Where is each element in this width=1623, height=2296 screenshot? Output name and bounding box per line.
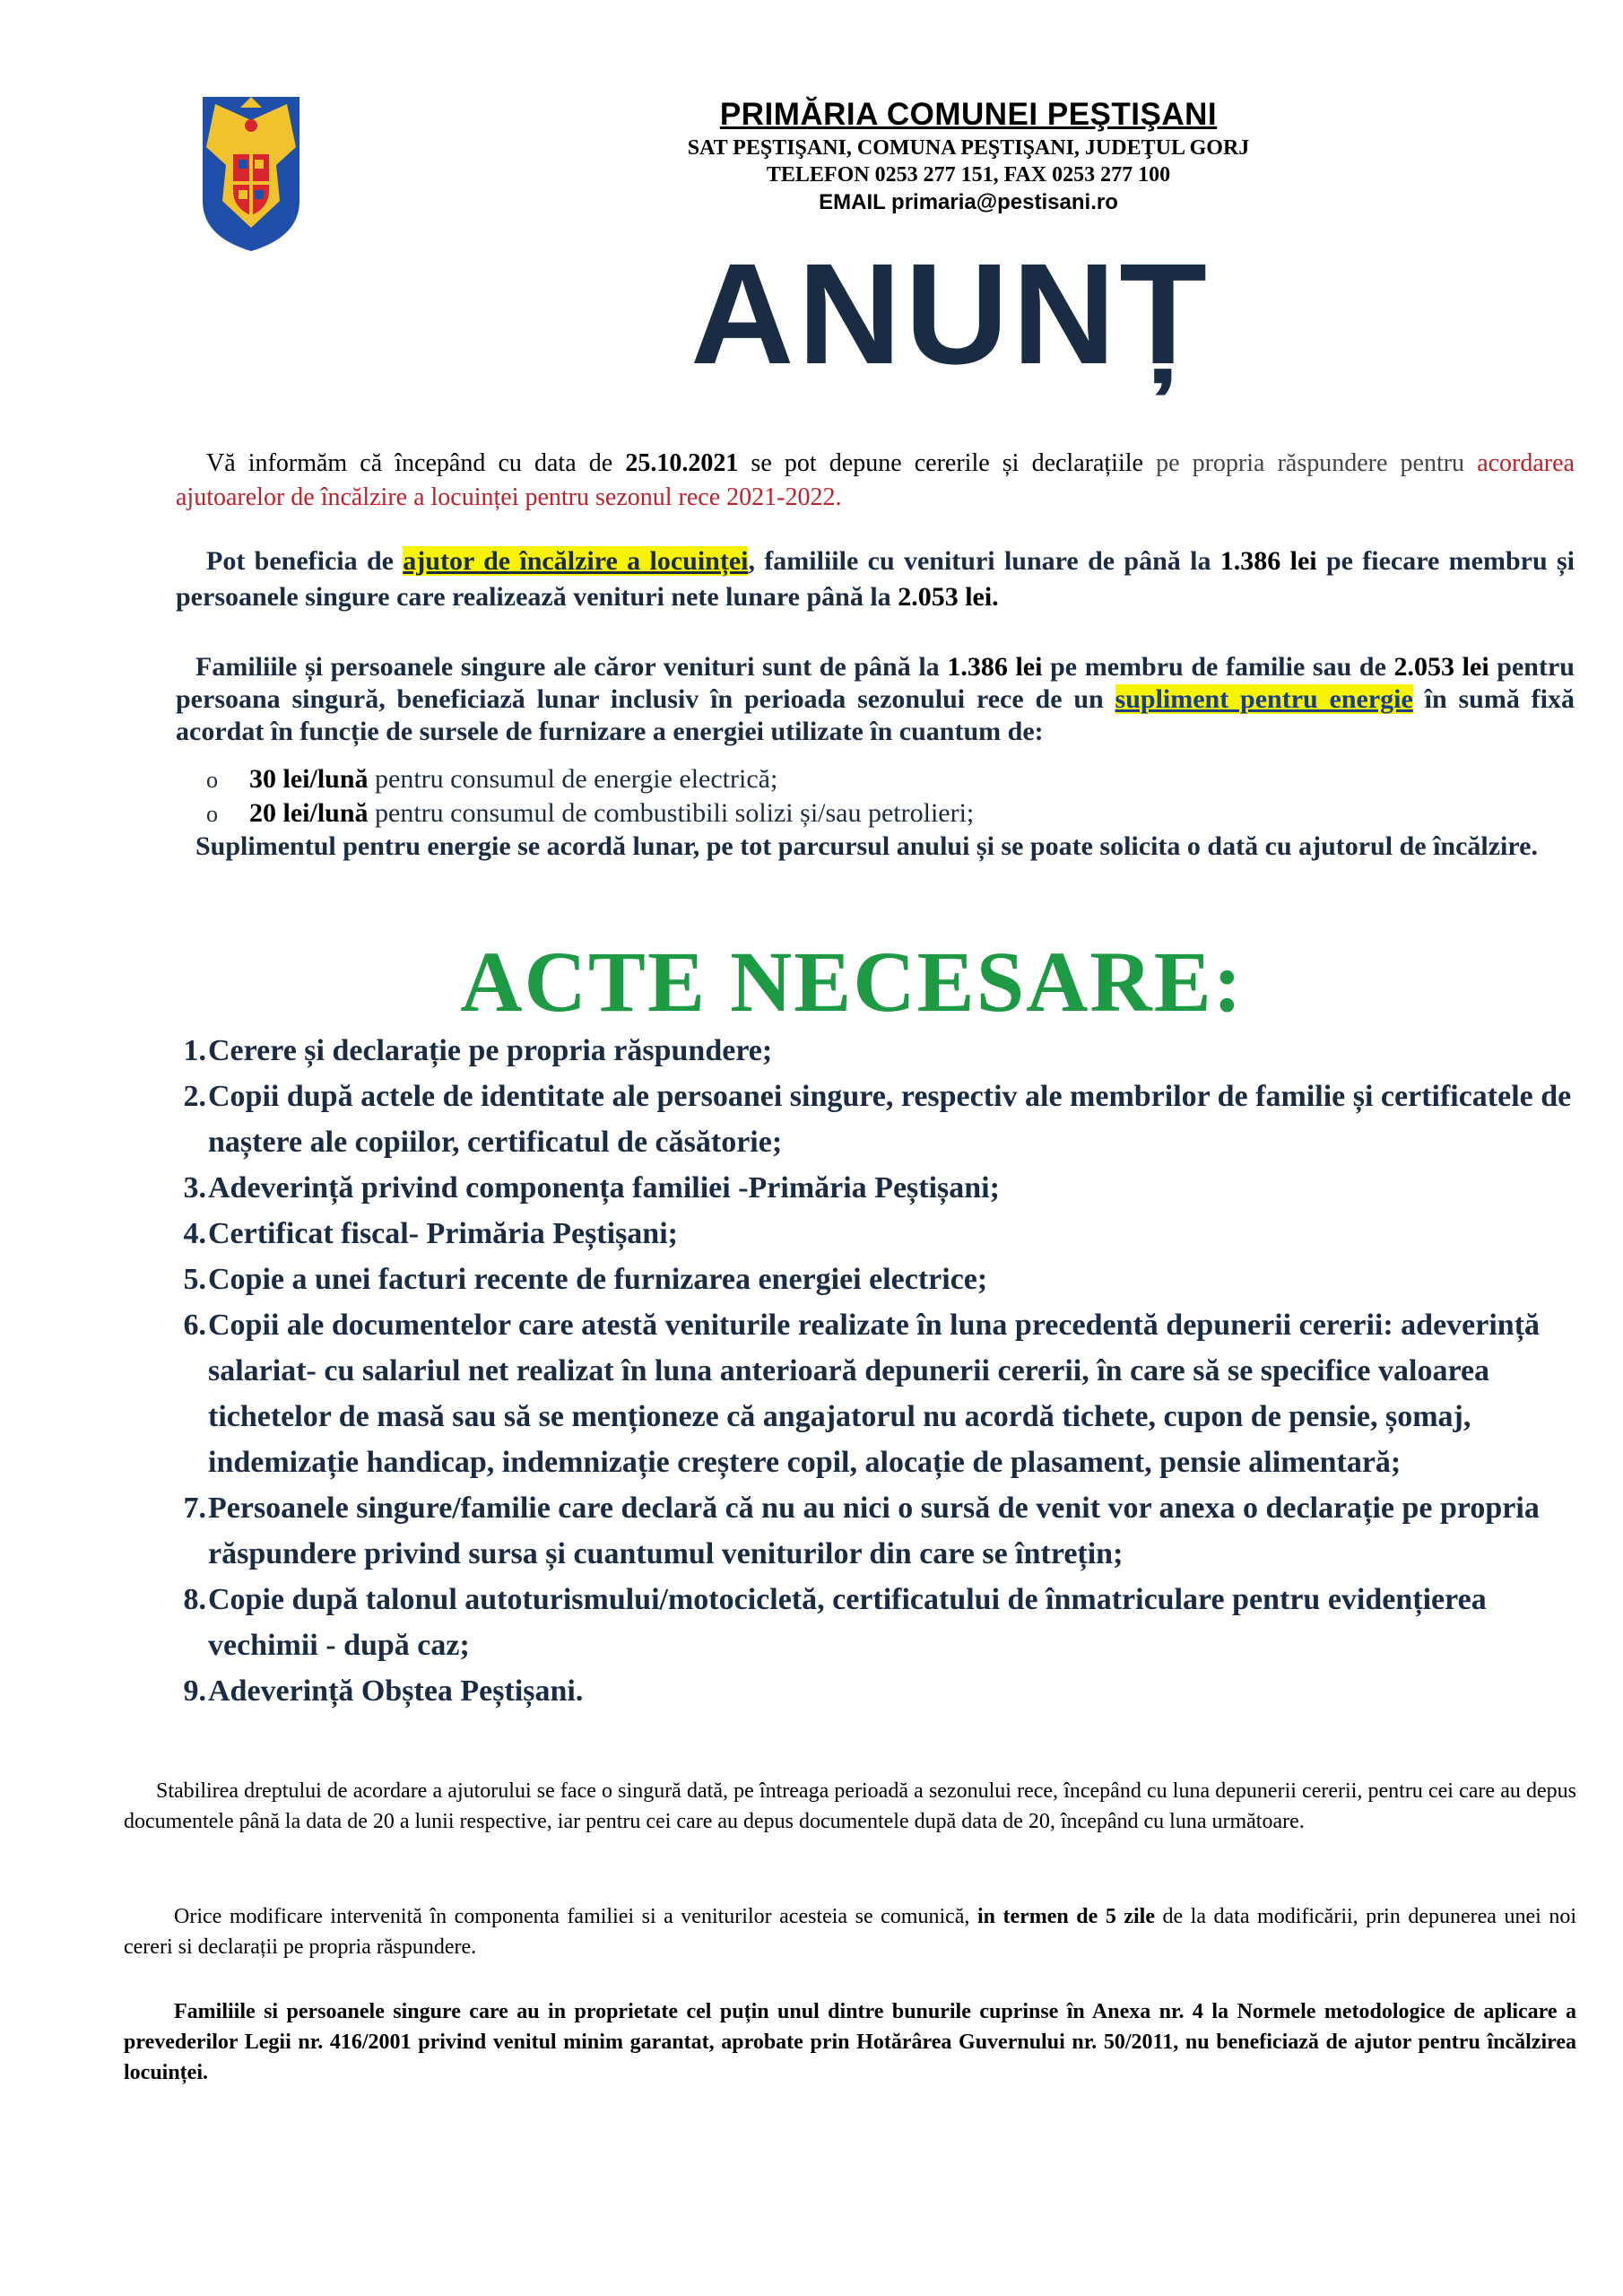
institution-phone: TELEFON 0253 277 151, FAX 0253 277 100 [766,163,1171,187]
list-item: 4. Certificat fiscal- Primăria Peștișani; [183,1217,678,1250]
list-item: 9. Adeverință Obștea Peștișani. [183,1674,584,1708]
supplement-note: Suplimentul pentru energie se acordă lunar, pe tot parcursul anului și se poate solicita o dată cu ajutorul de încălzire. [195,831,1538,861]
list-item: 6. Copii ale documentelor care atestă veniturile realizate în luna precedentă depunerii cererii: adeverință salariat- cu salariul net realizat în luna anterioară depunerii cererii, în care să se specifice valoarea tichetelor de masă sau să se menționeze că angajatorul nu acordă tichete, cupon de pensie, șomaj, indemizație handicap, indemnizație creștere copil, alocație de plasament, pensie alimentară; [183,1309,1541,1479]
changes-paragraph: Orice modificare intervenită în componenta familiei si a veniturilor acesteia se comunică, in termen de 5 zile de la data modificării, prin depunerea unei noi cereri si declarații pe propria răspundere. [124,1905,1576,1959]
list-item: 2. Copii după actele de identitate ale persoanei singure, respectiv ale membrilor de familie și certificatele de naștere ale copiilor, certificatul de căsătorie; [183,1080,1572,1159]
entitlement-paragraph: Stabilirea dreptului de acordare a ajutorului se face o singură dată, pe întreaga perioadă a sezonului rece, începând cu luna depunerii cererii, pentru cei care au depus documentele până la data de 20 a lunii respective, iar pentru cei care au depus documentele după data de 20, începând cu luna următoare. [124,1779,1576,1833]
eligibility-paragraph: Pot beneficia de ajutor de încălzire a locuinței, familiile cu venituri lunare de până la 1.386 lei pe fiecare membru și persoanele singure care realizează venituri nete lunare până la 2.053 lei. [176,546,1575,612]
highlight-energy-supplement: supliment pentru energie [1115,684,1413,714]
intro-paragraph: Vă informăm că începând cu data de 25.10.2021 se pot depune cererile și declarațiile pe propria răspundere pentru acordarea ajutoarelor de încălzire a locuinței pentru sezonul rece 2021-2022. [176,449,1575,511]
institution-email: EMAIL primaria@pestisani.ro [819,190,1118,214]
list-item: 1. Cerere și declarație pe propria răspundere; [183,1034,773,1067]
supplement-item: o 30 lei/lună pentru consumul de energie electrică; [206,764,778,794]
start-date: 25.10.2021 [625,449,739,477]
list-item: 3. Adeverință privind componența familiei -Primăria Peștișani; [183,1171,1000,1205]
exclusion-paragraph: Familiile si persoanele singure care au in proprietate cel puțin unul dintre bunurile cuprinse în Anexa nr. 4 la Normele metodologice de aplicare a prevederilor Legii nr. 416/2001 privind venitul minim garantat, aprobate prin Hotărârea Guvernului nr. 50/2011, nu beneficiază de ajutor pentru încălzirea locuinței. [124,2000,1576,2084]
highlight-heating-aid: ajutor de încălzire a locuinței [403,546,749,576]
required-documents-heading: ACTE NECESARE: [460,934,1244,1030]
announcement-heading: ANUNȚ [690,233,1211,394]
romania-coat-of-arms-icon [199,93,303,253]
institution-address: SAT PEŞTIŞANI, COMUNA PEŞTIŞANI, JUDEŢUL GORJ [687,136,1250,160]
supplement-item: o 20 lei/lună pentru consumul de combustibili solizi și/sau petrolieri; [206,798,975,828]
institution-title: PRIMĂRIA COMUNEI PEŞTIŞANI [719,97,1218,132]
list-item: 5. Copie a unei facturi recente de furnizarea energiei electrice; [183,1263,988,1296]
list-item: 8. Copie după talonul autoturismului/motocicletă, certificatului de înmatriculare pentru evidențierea vechimii - după caz; [183,1583,1487,1662]
supplement-paragraph: Familiile și persoanele singure ale căror venituri sunt de până la 1.386 lei pe membru de familie sau de 2.053 lei pentru persoana singură, beneficiază lunar inclusiv în perioada sezonului rece de un supliment pentru energie în sumă fixă acordat în funcție de sursele de furnizare a energiei utilizate în cuantum de: [176,652,1575,746]
required-documents-list [176,1028,1575,1714]
list-item: 7. Persoanele singure/familie care declară că nu au nici o sursă de venit vor anexa o declarație pe propria răspundere privind sursa și cuantumul veniturilor din care se întrețin; [183,1492,1540,1570]
